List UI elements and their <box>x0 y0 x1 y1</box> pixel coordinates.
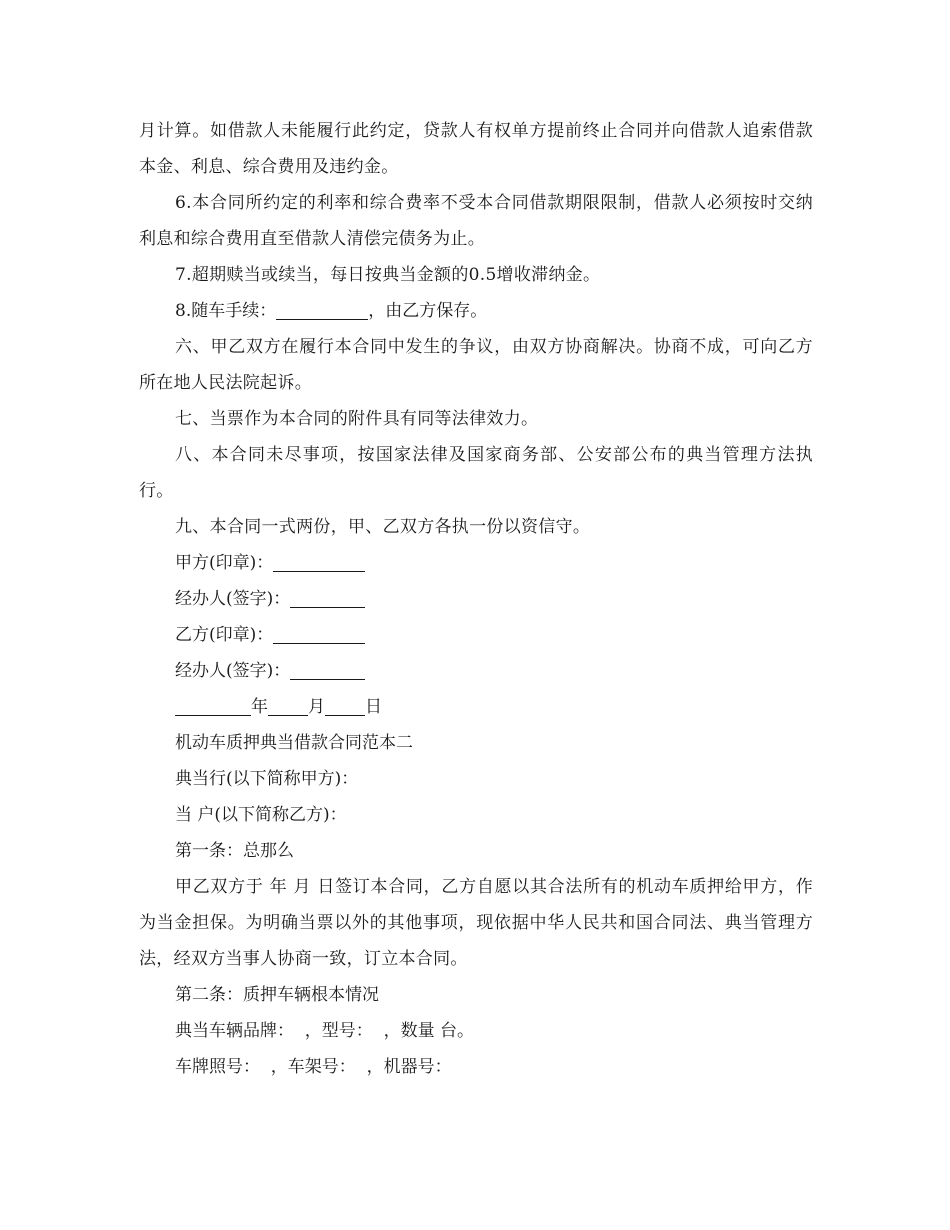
pawnshop-party-line: 典当行(以下简称甲方)： <box>175 769 359 789</box>
vehicle-documents-suffix: ，由乙方保存。 <box>368 301 488 321</box>
signature-party-b-agent-blank <box>290 659 365 680</box>
article-1-body: 甲乙双方于 年 月 日签订本合同，乙方自愿以其合法所有的机动车质押给甲方，作为当金担保。为明确当票以外的其他事项，现依据中华人民共和国合同法、典当管理方法，经双方当事人协商一致，订立本合同。 <box>139 877 813 969</box>
customer-party-line: 当 户(以下简称乙方)： <box>175 805 347 825</box>
article-1-title: 第一条：总那么 <box>175 841 294 861</box>
date-day-label: 日 <box>365 697 382 717</box>
document-body <box>139 113 813 1085</box>
signature-date <box>139 689 813 725</box>
vehicle-documents-label: 8.随车手续： <box>175 301 277 321</box>
signature-party-a-agent-blank <box>290 587 365 608</box>
signature-party-a-seal-blank <box>273 551 365 572</box>
paragraph-unresolved-matters-clause: 八、本合同未尽事项，按国家法律及国家商务部、公安部公布的典当管理方法执行。 <box>139 445 813 501</box>
vehicle-info-line-1: 典当车辆品牌： ，型号： ，数量 台。 <box>175 1021 475 1041</box>
signature-party-b-seal <box>139 617 813 653</box>
paragraph-copies-clause: 九、本合同一式两份，甲、乙双方各执一份以资信守。 <box>175 517 591 537</box>
signature-party-b-agent-label: 经办人(签字)： <box>175 661 291 681</box>
paragraph-pawn-ticket-clause: 七、当票作为本合同的附件具有同等法律效力。 <box>175 409 539 429</box>
paragraph-late-fee-clause: 7.超期赎当或续当，每日按典当金额的0.5增收滞纳金。 <box>175 265 601 285</box>
signature-party-a-agent <box>139 581 813 617</box>
second-contract-title: 机动车质押典当借款合同范本二 <box>175 733 413 753</box>
vehicle-documents-blank <box>276 299 368 320</box>
signature-party-b-agent <box>139 653 813 689</box>
date-year-label: 年 <box>251 697 268 717</box>
paragraph-interest-calculation: 月计算。如借款人未能履行此约定，贷款人有权单方提前终止合同并向借款人追索借款本金、利息、综合费用及违约金。 <box>139 121 813 177</box>
date-month-blank <box>268 695 308 716</box>
paragraph-rate-clause: 6.本合同所约定的利率和综合费率不受本合同借款期限限制，借款人必须按时交纳利息和综合费用直至借款人清偿完债务为止。 <box>139 193 813 249</box>
paragraph-vehicle-documents <box>139 293 813 329</box>
date-day-blank <box>325 695 365 716</box>
signature-party-b-seal-label: 乙方(印章)： <box>175 625 274 645</box>
date-month-label: 月 <box>308 697 325 717</box>
signature-party-a-agent-label: 经办人(签字)： <box>175 589 291 609</box>
vehicle-info-line-2: 车牌照号： ，车架号： ，机器号： <box>175 1057 452 1077</box>
date-year-blank <box>175 695 251 716</box>
article-2-title: 第二条：质押车辆根本情况 <box>175 985 379 1005</box>
signature-party-a-seal-label: 甲方(印章)： <box>175 553 274 573</box>
signature-party-a-seal <box>139 545 813 581</box>
paragraph-dispute-clause: 六、甲乙双方在履行本合同中发生的争议，由双方协商解决。协商不成，可向乙方所在地人民法院起诉。 <box>139 337 813 393</box>
signature-party-b-seal-blank <box>273 623 365 644</box>
